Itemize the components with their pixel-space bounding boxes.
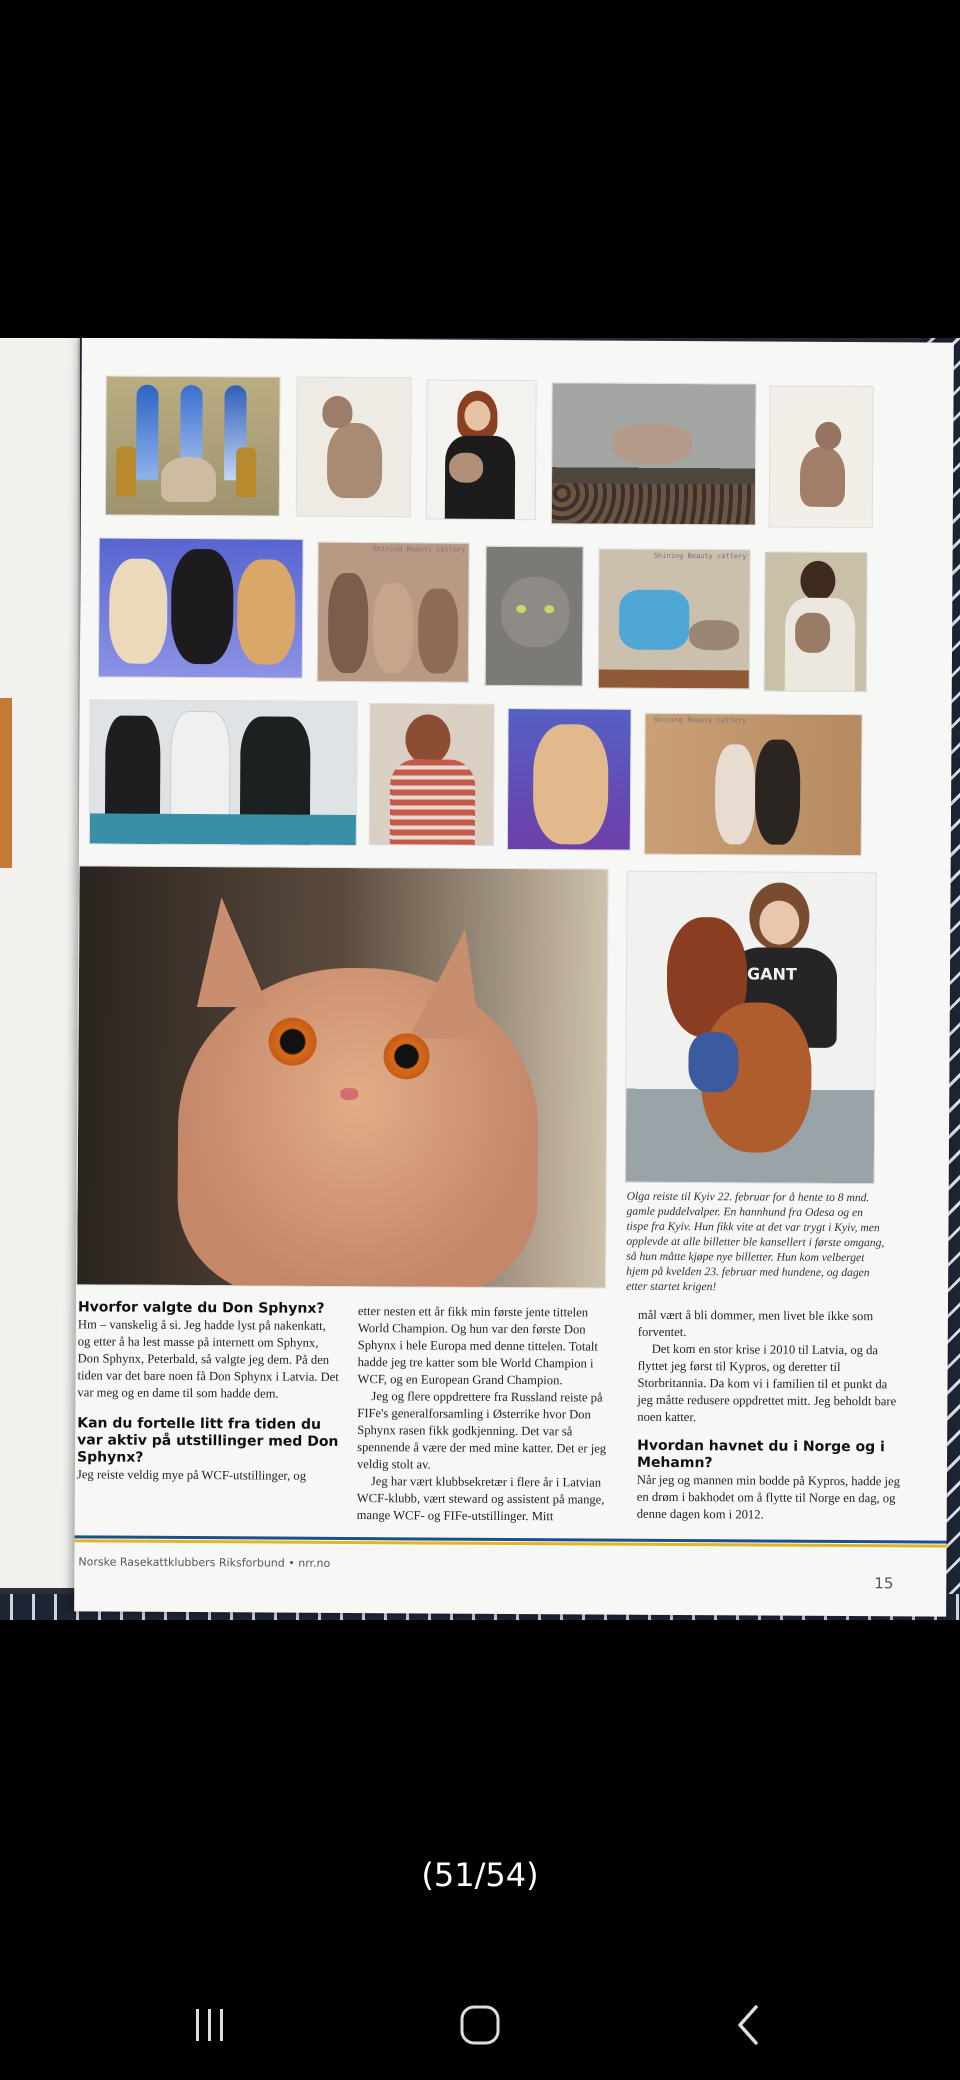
heading-show-time: Kan du fortelle litt fra tiden du var aktiv på utstillinger med Don Sphynx? — [77, 1415, 339, 1466]
recents-icon — [190, 2005, 230, 2045]
magazine-page — [74, 338, 954, 1617]
sweater-text: GANT — [746, 964, 797, 984]
photo-sphynx-face — [485, 546, 584, 687]
photo-rosettes-trophies — [105, 375, 281, 516]
photo-british-shorthair — [76, 865, 609, 1288]
paragraph: Jeg har vært klubbsekretær i flere år i Latvian WCF-klubb, vært steward og assistent på mange, mange WCF- og FIFe-utstillinger. Mitt — [356, 1474, 605, 1524]
paragraph: Jeg reiste veldig mye på WCF-utstillinger, og — [76, 1467, 307, 1483]
photo-sphynx-kittens: Shining Beauty cattery — [317, 542, 470, 683]
paragraph: Jeg og flere oppdrettere fra Russland reiste på FIFe's generalforsamling i Østerrike hvor Don Sphynx rasen fikk godkjenning. Det var så spennende å være der med mine katter. Det er jeg veldig stolt av. — [356, 1389, 607, 1472]
back-icon — [728, 2003, 768, 2047]
photo-sphynx-blue-sweater: Shining Beauty cattery — [598, 549, 751, 690]
article-column-1 — [77, 1299, 340, 1485]
photo-sphynx-beach — [551, 382, 757, 525]
paragraph: etter nesten ett år fikk min første jente tittelen World Champion. Og hun var den første Don Sphynx i hele Europa med denne tittelen. Totalt hadde jeg tre katter som ble World Champion i WCF, og en European Grand Champion. — [357, 1304, 599, 1388]
home-icon — [458, 2003, 502, 2047]
footer-publisher: Norske Rasekattklubbers Riksforbund • nrr.no — [78, 1555, 331, 1570]
home-button[interactable] — [440, 1995, 520, 2055]
photo-sphynx-sitting — [296, 377, 412, 518]
photo-apricot-poodle — [507, 708, 632, 851]
recents-button[interactable] — [170, 1995, 250, 2055]
left-page-edge — [0, 338, 80, 1588]
photo-woman-holding-cat — [426, 379, 537, 520]
gallery-counter: (51/54) — [421, 1856, 539, 1894]
photo-show-winners — [89, 699, 358, 846]
heading-why-don-sphynx: Hvorfor valgte du Don Sphynx? — [77, 1299, 325, 1317]
photo-two-sphynx: Shining Beauty cattery — [644, 713, 863, 856]
photo-caption: Olga reiste til Kyiv 22. februar for å hente to 8 mnd. gamle puddelvalper. En hannhund fra Odesa og en tispe fra Kyiv. Hun fikk vite at det var trygt i Kyiv, men opplevde at alle billetter ble kansellert i første omgang, så hun måtte kjøpe nye billetter. Hun kom velberget hjem på kvelden 23. februar med hundene, og dagen etter startet krigen! — [626, 1189, 885, 1294]
page-number: 15 — [874, 1574, 894, 1593]
article-column-3 — [637, 1307, 906, 1525]
magazine-photo — [0, 338, 960, 1620]
paragraph: Det kom en stor krise i 2010 til Latvia, og da flyttet jeg først til Kypros, og deretter til Storbritannia. Da kom vi i familien til et punkt da jeg måtte redusere oppdrettet mitt. Jeg beholdt bare noen katter. — [637, 1341, 897, 1425]
photo-girl-with-kittens — [369, 703, 495, 846]
article-column-2 — [357, 1303, 620, 1526]
back-button[interactable] — [708, 1995, 788, 2055]
photo-olga-poodles — [625, 871, 877, 1185]
heading-norway-mehamn: Hvordan havnet du i Norge og i Mehamn? — [636, 1437, 885, 1472]
photo-three-poodles — [98, 537, 304, 678]
paragraph: mål vært å bli dommer, men livet ble ikke som forventet. — [637, 1307, 874, 1340]
paragraph: Når jeg og mannen min bodde på Kypros, hadde jeg en drøm i bakhodet om å flytte til Norge en dag, og denne dagen kom i 2012. — [636, 1472, 900, 1522]
photo-woman-with-cat — [764, 552, 868, 693]
paragraph: Hm – vanskelig å si. Jeg hadde lyst på nakenkatt, og etter å ha lest masse på internett om Sphynx, Don Sphynx, Peterbald, så valgte jeg dem. På den tiden var det bare noen få Don Sphynx i Latvia. Det var meg og en dame til som hadde dem. — [77, 1317, 339, 1401]
photo-sphynx-white-bg — [769, 386, 874, 529]
